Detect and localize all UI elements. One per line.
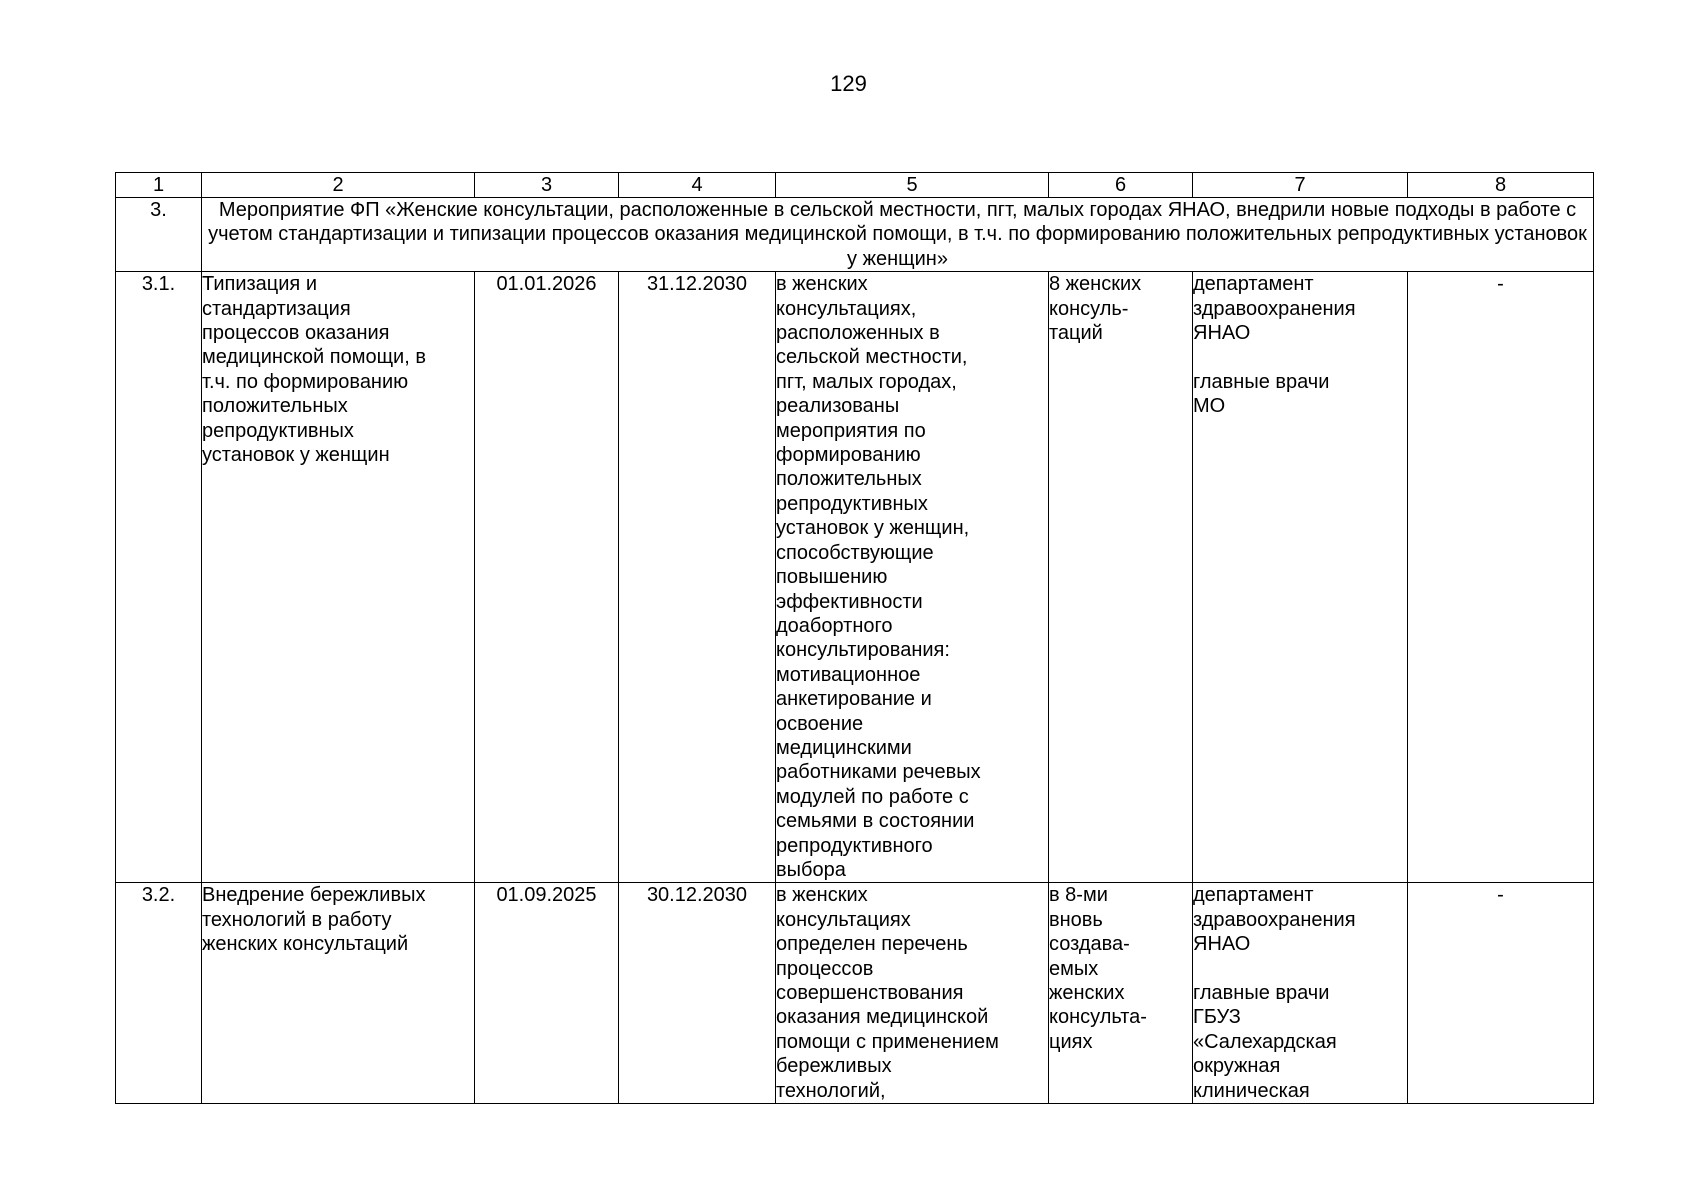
end-date: 31.12.2030 <box>619 272 776 883</box>
section-number: 3. <box>116 198 202 272</box>
indicator: 8 женских консуль- таций <box>1049 272 1193 883</box>
measures-table <box>115 172 1594 1104</box>
column-number: 6 <box>1049 173 1193 198</box>
measure-name: Внедрение бережливых технологий в работу женских консультаций <box>202 883 475 1104</box>
measure-name: Типизация и стандартизация процессов оказания медицинской помощи, в т.ч. по формированию положительных репродуктивных установок у женщин <box>202 272 475 883</box>
end-date: 30.12.2030 <box>619 883 776 1104</box>
column-number: 1 <box>116 173 202 198</box>
start-date: 01.01.2026 <box>475 272 619 883</box>
start-date: 01.09.2025 <box>475 883 619 1104</box>
table-row <box>116 883 1594 1104</box>
expected-result: в женских консультациях, расположенных в сельской местности, пгт, малых городах, реализованы мероприятия по формированию положительных репродуктивных установок у женщин, способствующие повышению эффективности доабортного консультирования: мотивационное анкетирование и освоение медицинскими работниками речевых модулей по работе с семьями в состоянии репродуктивного выбора <box>776 272 1049 883</box>
section-row <box>116 198 1594 272</box>
column-number: 5 <box>776 173 1049 198</box>
column-number: 3 <box>475 173 619 198</box>
expected-result: в женских консультациях определен перечень процессов совершенствования оказания медицинской помощи с применением бережливых технологий, <box>776 883 1049 1104</box>
indicator: в 8-ми вновь создава- емых женских консульта- циях <box>1049 883 1193 1104</box>
column-number-row <box>116 173 1594 198</box>
responsible: департамент здравоохранения ЯНАО главные врачи ГБУЗ «Салехардская окружная клиническая <box>1193 883 1408 1104</box>
table-row <box>116 272 1594 883</box>
column-number: 7 <box>1193 173 1408 198</box>
column-number: 8 <box>1408 173 1594 198</box>
responsible: департамент здравоохранения ЯНАО главные врачи МО <box>1193 272 1408 883</box>
section-title: Мероприятие ФП «Женские консультации, расположенные в сельской местности, пгт, малых городах ЯНАО, внедрили новые подходы в работе с учетом стандартизации и типизации процессов оказания медицинской помощи, в т.ч. по формированию положительных репродуктивных установок у женщин» <box>202 198 1594 272</box>
row-number: 3.1. <box>116 272 202 883</box>
column-number: 2 <box>202 173 475 198</box>
row-number: 3.2. <box>116 883 202 1104</box>
col8-value: - <box>1408 272 1594 883</box>
column-number: 4 <box>619 173 776 198</box>
col8-value: - <box>1408 883 1594 1104</box>
page-number: 129 <box>830 71 867 96</box>
